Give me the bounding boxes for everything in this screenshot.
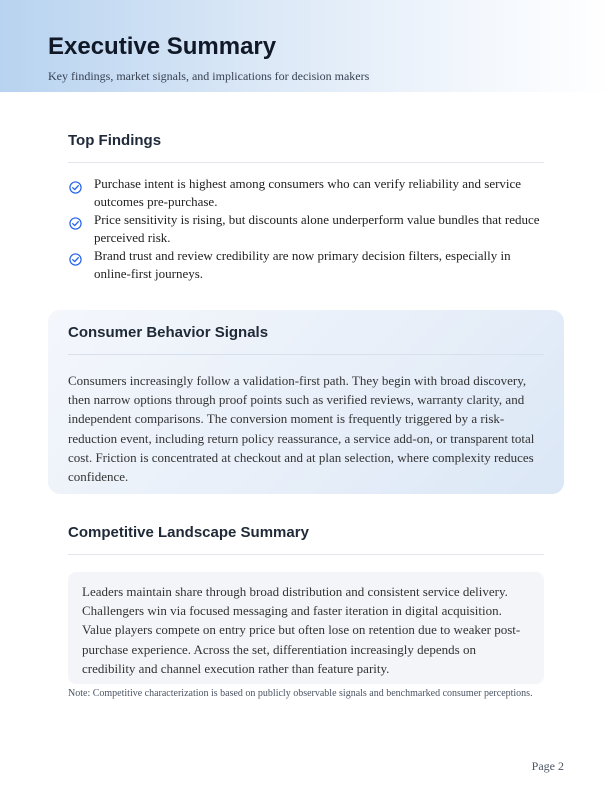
check-circle-icon	[69, 217, 82, 230]
consumer-behavior-text: Consumers increasingly follow a validation-first path. They begin with broad discovery, then narrow options through proof points such as verified reviews, warranty clarity, and independent comparisons. The conversion moment is frequently triggered by a risk-reduction event, including return policy reassurance, a service add-on, or transparent total cost. Friction is concentrated at checkout and at plan selection, where complexity reduces confidence.	[68, 373, 535, 485]
footnote: Note: Competitive characterization is based on publicly observable signals and benchmarked consumer perceptions.	[68, 688, 533, 699]
section-divider	[68, 554, 544, 555]
finding-text: Brand trust and review credibility are now primary decision filters, especially in online-first journeys.	[94, 248, 511, 281]
page-number: Page 2	[531, 759, 564, 773]
finding-item	[68, 175, 544, 211]
findings-list	[68, 175, 544, 283]
section-divider	[68, 162, 544, 163]
consumer-behavior-heading: Consumer Behavior Signals	[68, 324, 269, 341]
finding-item	[68, 247, 544, 283]
finding-text: Purchase intent is highest among consumers who can verify reliability and service outcomes pre-purchase.	[94, 176, 522, 209]
competitive-landscape-heading: Competitive Landscape Summary	[68, 524, 309, 541]
check-circle-icon	[69, 253, 82, 266]
section-divider	[68, 354, 544, 355]
top-findings-heading: Top Findings	[68, 132, 162, 149]
finding-item	[68, 211, 544, 247]
finding-text: Price sensitivity is rising, but discounts alone underperform value bundles that reduce perceived risk.	[94, 212, 540, 245]
page-header	[0, 0, 612, 92]
page-title: Executive Summary	[48, 33, 277, 60]
competitive-landscape-text: Leaders maintain share through broad distribution and consistent service delivery. Challengers win via focused messaging and faster iteration in digital acquisition. Value players compete on entry price but often lose on retention due to weaker post-purchase experience. Across the set, differentiation increasingly depends on credibility and channel execution rather than feature parity.	[82, 584, 521, 676]
page-subtitle: Key findings, market signals, and implications for decision makers	[48, 69, 370, 83]
check-circle-icon	[69, 181, 82, 194]
